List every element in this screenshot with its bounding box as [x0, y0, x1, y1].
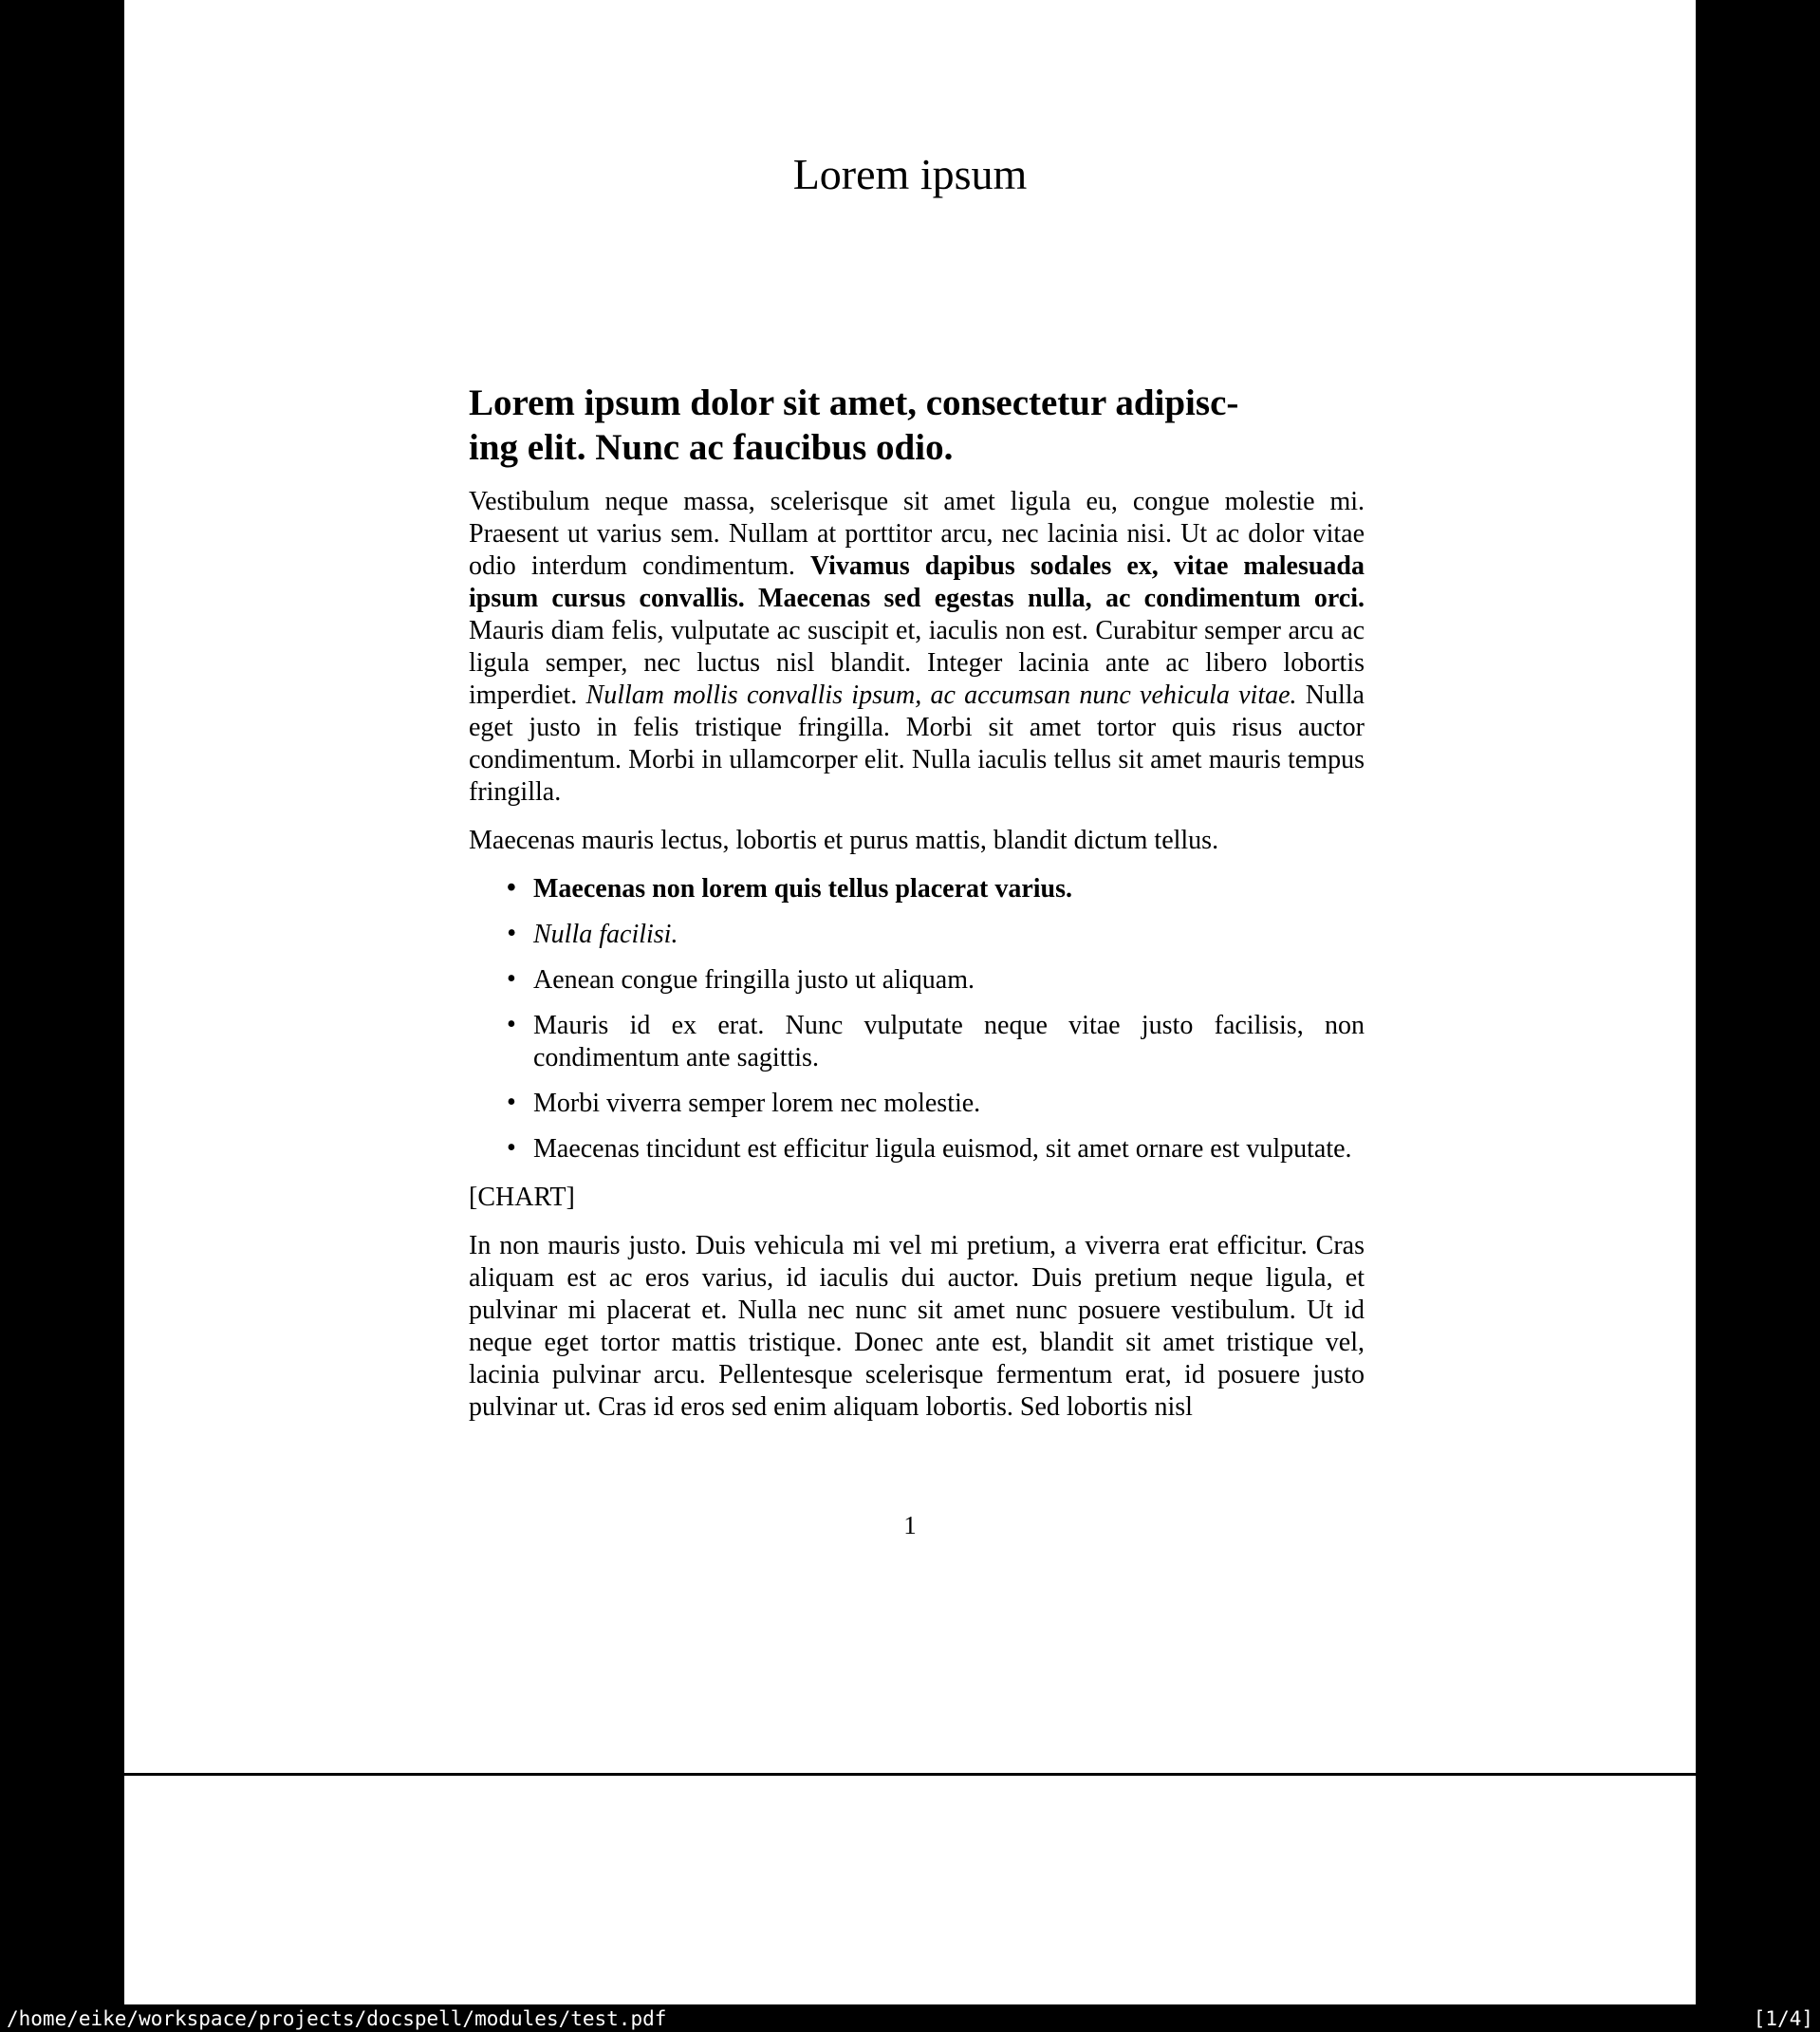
paragraph-3: In non mauris justo. Duis vehicula mi vel mi pretium, a viverra erat efficitur. Cras aliquam est ac eros varius, id iaculis dui auctor. Duis pretium neque ligula, et pulvinar mi placerat et. Nulla nec nunc sit amet nunc posuere vestibulum. Ut id neque eget tortor mattis tristique. Donec ante est, blandit sit amet tristique vel, lacinia pulvinar arcu. Pellentesque scelerisque fermentum erat, id posuere justo pulvinar ut. Cras id eros sed enim aliquam lobortis. Sed lobortis nisl	[469, 1230, 1365, 1422]
page-indicator: [1/4]	[1753, 2006, 1813, 2030]
text-segment: Vestibulum neque massa, scelerisque sit amet ligula eu, congue molestie mi. Praesent ut varius sem. Nullam at porttitor arcu, nec lacinia nisi. Ut ac dolor vitae odio interdum condimentum.	[469, 486, 1365, 581]
text-column	[469, 381, 1365, 1424]
pdf-page-1[interactable]	[124, 0, 1696, 1773]
chart-placeholder: [CHART]	[469, 1182, 575, 1212]
text-segment: Vivamus dapibus sodales ex, vitae malesuada ipsum cursus convallis. Maecenas sed egestas nulla, ac condimentum orci.	[469, 550, 1365, 613]
file-path: /home/eike/workspace/projects/docspell/modules/test.pdf	[7, 2006, 667, 2030]
paragraph-2: Maecenas mauris lectus, lobortis et purus mattis, blandit dictum tellus.	[469, 825, 1219, 855]
section-heading-line1: Lorem ipsum dolor sit amet, consectetur adipisc-	[469, 382, 1239, 423]
paragraph-1	[469, 486, 1365, 809]
pdf-page-2[interactable]	[124, 1776, 1696, 2004]
bullet-list	[469, 873, 1365, 1165]
document-title: Lorem ipsum	[792, 150, 1028, 198]
list-item: • Nulla facilisi.	[533, 919, 1365, 951]
status-bar	[0, 2004, 1820, 2032]
text-segment: Nulla eget justo in felis tristique fringilla. Morbi sit amet tortor quis risus auctor condimentum. Morbi in ullamcorper elit. Nulla iaculis tellus sit amet mauris tempus fringilla.	[469, 680, 1365, 807]
text-segment: Nullam mollis convallis ipsum, ac accumsan nunc vehicula vitae.	[585, 680, 1297, 710]
list-item: • Aenean congue fringilla justo ut aliquam.	[533, 964, 1365, 997]
page-number: 1	[903, 1511, 917, 1539]
list-item: • Maecenas tincidunt est efficitur ligula euismod, sit amet ornare est vulputate.	[533, 1133, 1365, 1165]
list-item: • Maecenas non lorem quis tellus placerat varius.	[533, 873, 1365, 905]
section-heading	[469, 381, 1365, 470]
section-heading-line2: ing elit. Nunc ac faucibus odio.	[469, 426, 954, 468]
text-segment: Mauris diam felis, vulputate ac suscipit et, iaculis non est. Curabitur semper arcu ac ligula semper, nec luctus nisl blandit. Integer lacinia ante ac libero lobortis imperdiet.	[469, 615, 1365, 710]
list-item: • Mauris id ex erat. Nunc vulputate neque vitae justo facilisis, non condimentum ante sagittis.	[533, 1010, 1365, 1074]
list-item: • Morbi viverra semper lorem nec molestie.	[533, 1088, 1365, 1120]
